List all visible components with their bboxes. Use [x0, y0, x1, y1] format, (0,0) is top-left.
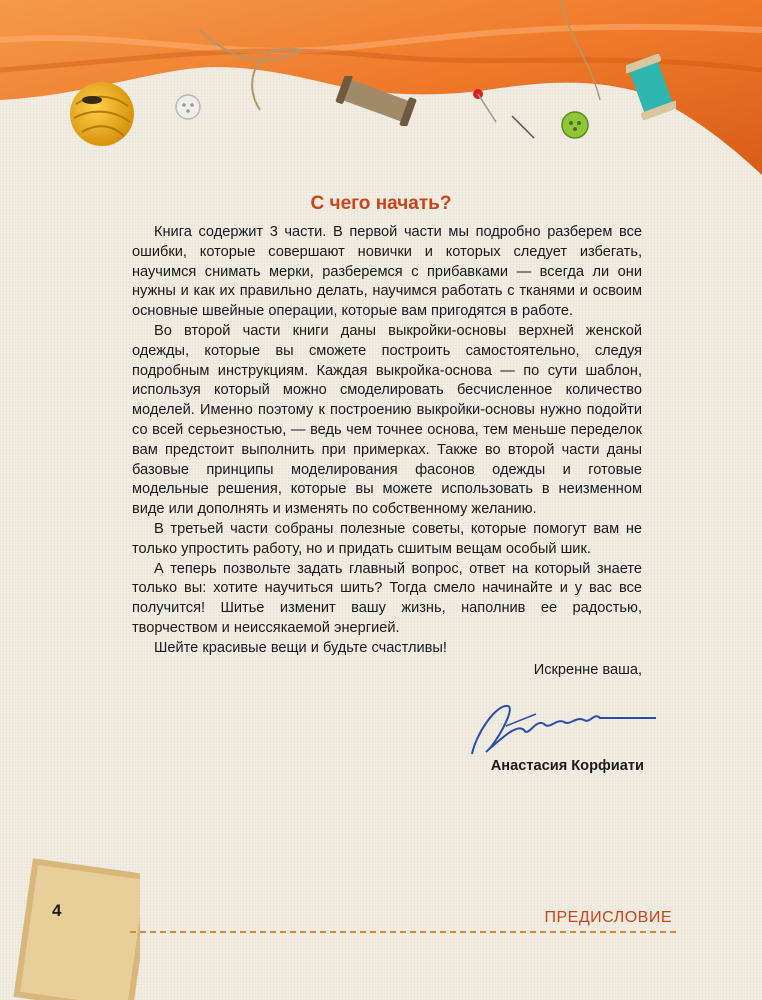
- green-button-icon: [560, 110, 590, 140]
- section-label: ПРЕДИСЛОВИЕ: [544, 909, 672, 926]
- body-text: [132, 223, 642, 659]
- closing-line: Искренне ваша,: [533, 662, 642, 678]
- teal-spool-icon: [626, 54, 676, 120]
- page-number: 4: [52, 901, 62, 920]
- paragraph: Книга содержит 3 части. В первой части мы подробно разберем все ошибки, которые совершают новички и которых следует избегать, научимся снимать мерки, разберемся с прибавками — всегда ли они нужны и как их правильно делать, научимся работать с тканями и освоим основные швейные операции, которые вам пригодятся в работе.: [132, 224, 642, 320]
- needle-icon: [508, 112, 538, 142]
- paragraph: В третьей части собраны полезные советы, которые помогут вам не только упростить работу, но и придать сшитым вещам особый шик.: [132, 520, 642, 557]
- paragraph: Во второй части книги даны выкройки-основы верхней женской одежды, которые вы сможете построить самостоятельно, следуя подробным инструкциям. Каждая выкройка-основа — по сути шаблон, используя который можно смоделировать бесчисленное количество моделей. Именно поэтому к построению выкройки-основы нужно подойти со всей серьезностью, — ведь чем точнее основа, тем меньше переделок вам предстоит выполнить при примерках. Также во второй части даны базовые принципы моделирования фасонов одежды и готовые модельные решения, которые вы можете использовать в неизменном виде или дополнять и изменять по собственному желанию.: [132, 322, 642, 518]
- yarn-ball-icon: [62, 74, 142, 154]
- thread-spool-icon: [332, 76, 422, 126]
- paragraph: А теперь позвольте задать главный вопрос, ответ на который знаете только вы: хотите научиться шить? Тогда смело начинайте и у вас все получится! Шитье изменит вашу жизнь, наполнив ее радостью, творчеством и неиссякаемой энергией.: [132, 560, 642, 636]
- author-name: Анастасия Корфиати: [490, 758, 644, 774]
- paragraph: Шейте красивые вещи и будьте счастливы!: [154, 639, 447, 656]
- pin-icon: [470, 86, 500, 126]
- button-icon: [174, 93, 202, 121]
- section-heading: С чего начать?: [310, 193, 452, 214]
- footer-divider: [130, 931, 676, 933]
- old-paper-icon: [0, 850, 140, 1000]
- signature-image: [466, 694, 666, 764]
